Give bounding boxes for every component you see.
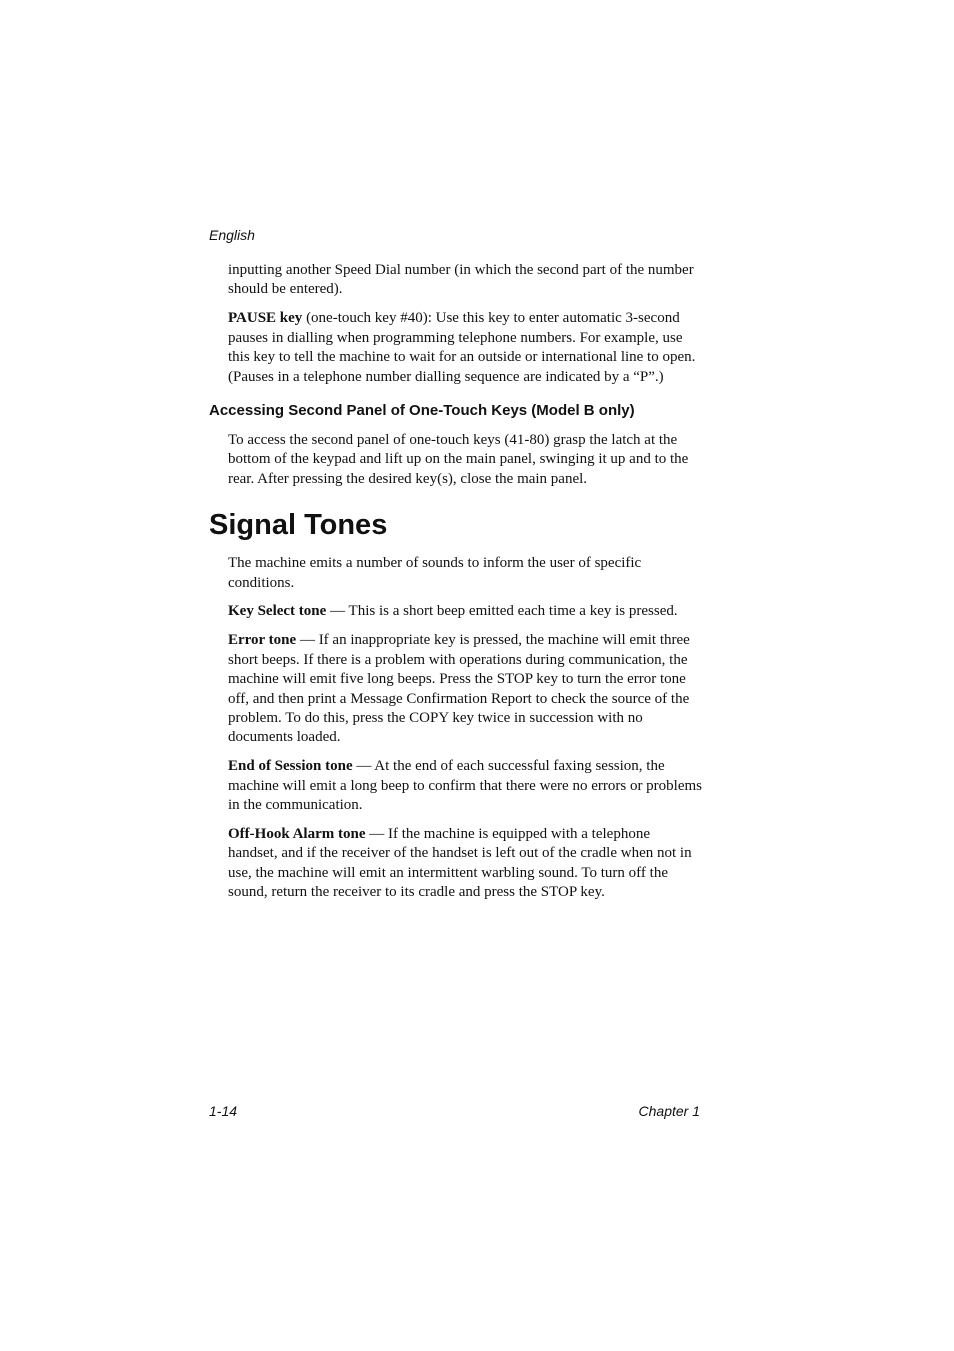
pause-key-paragraph bbox=[228, 309, 702, 387]
end-of-session-tone-paragraph bbox=[228, 757, 702, 815]
error-tone-paragraph bbox=[228, 631, 702, 747]
tone-term: Off-Hook Alarm tone bbox=[228, 826, 366, 843]
page-number: 1-14 bbox=[209, 1103, 238, 1119]
continuation-paragraph: inputting another Speed Dial number (in which the second part of the number should be entered). bbox=[228, 262, 694, 298]
signal-tones-title: Signal Tones bbox=[209, 509, 388, 542]
tone-term: End of Session tone bbox=[228, 758, 353, 775]
second-panel-heading: Accessing Second Panel of One-Touch Keys (Model B only) bbox=[209, 401, 635, 419]
key-select-tone-paragraph bbox=[228, 602, 702, 621]
signal-tones-intro: The machine emits a number of sounds to inform the user of specific conditions. bbox=[228, 555, 642, 591]
pause-key-description: (one-touch key #40): Use this key to enter automatic 3-second pauses in dialling when programming telephone numbers. For example, use this key to tell the machine to wait for an outside or international line to open. (Pauses in a telephone number dialling sequence are indicated by a “P”.) bbox=[228, 310, 696, 385]
tone-description: — If the machine is equipped with a telephone handset, and if the receiver of the handset is left out of the cradle when not in use, the machine will emit an intermittent warbling sound. To turn off the sound, return the receiver to its cradle and press the STOP key. bbox=[228, 826, 692, 901]
running-header-language: English bbox=[209, 227, 255, 243]
page-body bbox=[209, 261, 703, 912]
second-panel-paragraph: To access the second panel of one-touch keys (41-80) grasp the latch at the bottom of the keypad and lift up on the main panel, swinging it up and to the rear. After pressing the desired key(s), close the main panel. bbox=[228, 431, 689, 487]
chapter-label: Chapter 1 bbox=[638, 1103, 700, 1119]
tone-description: — If an inappropriate key is pressed, the machine will emit three short beeps. If there is a problem with operations during communication, the machine will emit five long beeps. Press the STOP key to turn the error tone off, and then print a Message Confirmation Report to check the source of the problem. To do this, press the COPY key twice in succession with no documents loaded. bbox=[228, 632, 690, 746]
off-hook-alarm-tone-paragraph bbox=[228, 825, 702, 903]
pause-key-term: PAUSE key bbox=[228, 310, 303, 327]
tone-description: — This is a short beep emitted each time a key is pressed. bbox=[326, 603, 678, 620]
tone-term: Error tone bbox=[228, 632, 297, 649]
tone-term: Key Select tone bbox=[228, 603, 327, 620]
tone-description: — At the end of each successful faxing session, the machine will emit a long beep to confirm that there were no errors or problems in the communication. bbox=[228, 758, 703, 814]
